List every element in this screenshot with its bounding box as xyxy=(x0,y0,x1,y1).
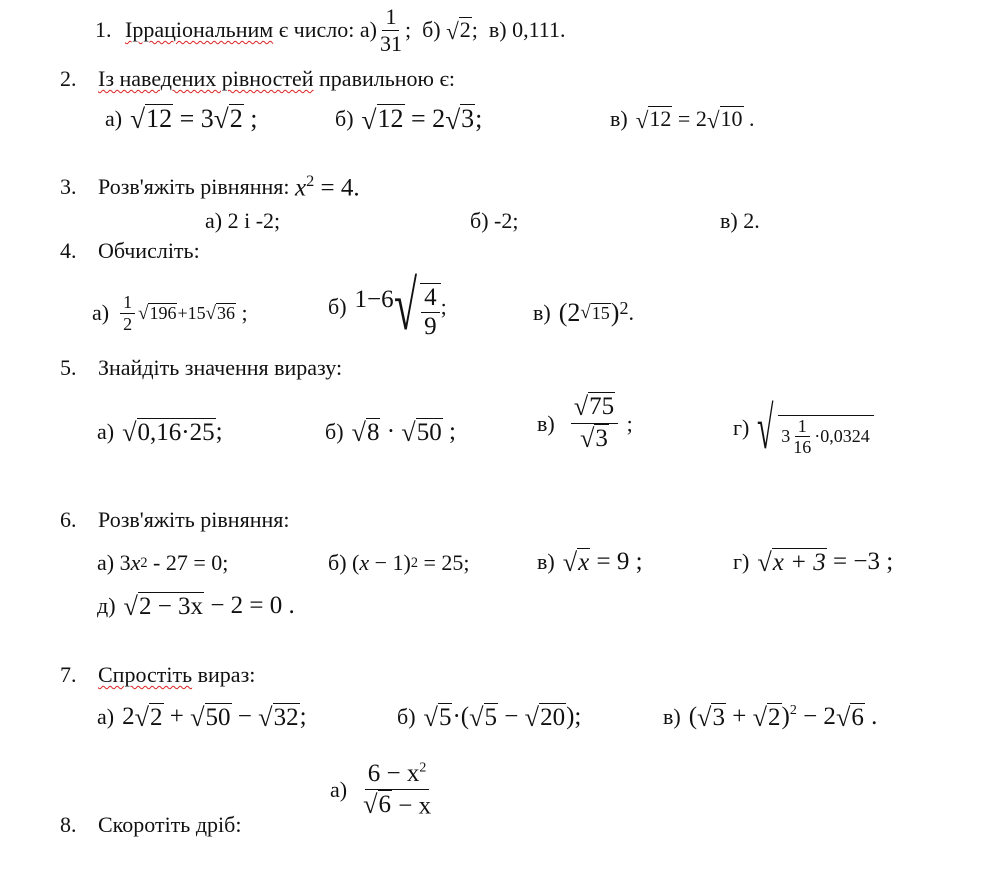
question-number: 3. xyxy=(60,174,77,200)
question-text: Спростіть xyxy=(98,662,193,687)
question-4 xyxy=(60,238,200,264)
option-5b: б) √ 8 · √ 50 ; xyxy=(325,418,456,448)
question-text: правильною є: xyxy=(319,66,456,91)
option-6b: б) ( x − 1) 2 = 25; xyxy=(328,550,470,575)
question-number: 8. xyxy=(60,812,77,837)
question-text: Ірраціональним xyxy=(125,17,274,42)
question-text: є число: а) xyxy=(278,17,377,42)
fraction: $6 - x^2$ √ 6 − x xyxy=(363,760,432,819)
question-number: 1. xyxy=(95,17,112,42)
question-6 xyxy=(60,507,289,533)
option-3a: а) 2 і -2; xyxy=(205,208,281,233)
option-2b: б) √ 12 = 2 √ 3 ; xyxy=(335,104,483,135)
question-text: Розв'яжіть рівняння: xyxy=(98,507,290,532)
option-2a: а) √ 12 = 3 √ 2 ; xyxy=(105,103,258,135)
question-1 xyxy=(95,4,566,56)
question-3 xyxy=(60,172,360,202)
question-text: Із наведених рівностей xyxy=(98,66,314,91)
separator: ; xyxy=(471,17,478,42)
question-text: Обчисліть: xyxy=(98,238,200,263)
option-5c: в) √ 75 √ 3 ; xyxy=(537,392,633,454)
fraction: $\frac{1}{31}$ xyxy=(379,4,402,56)
question-number: 2. xyxy=(60,66,77,91)
question-text: Знайдіть значення виразу: xyxy=(98,355,343,380)
option-7b: б) √ 5 ·( √ 5 − √ 20 ); xyxy=(397,703,582,733)
option-c: в) 0,111. xyxy=(488,17,566,42)
option-8a: а) $6 - x^2$ √ 6 − x xyxy=(330,760,432,819)
option-4a: а) $\frac{1}{2}$ √ 196 +15 √ 36 ; xyxy=(92,292,248,334)
option-6d: г) √ x + 3 = −3 ; xyxy=(733,548,894,578)
option-2c: в) √ 12 = 2 √ 10 . xyxy=(610,106,755,133)
question-number: 6. xyxy=(60,507,77,532)
question-number: 5. xyxy=(60,355,77,380)
question-8 xyxy=(60,812,241,838)
option-4c: в) (2 √ 15 ) 2 . xyxy=(533,298,634,327)
option-7a: а) 2 √ 2 + √ 50 − √ 32 ; xyxy=(97,703,307,733)
option-6c: в) √ x = 9 ; xyxy=(537,548,643,578)
question-5 xyxy=(60,355,342,381)
question-7 xyxy=(60,662,255,688)
question-number: 4. xyxy=(60,238,77,263)
equation: $x^2 = 4$. xyxy=(294,172,360,202)
option-5a: а) √ 0,16·25 ; xyxy=(97,418,223,448)
question-text: Скоротіть дріб: xyxy=(98,812,242,837)
option-3c: в) 2. xyxy=(720,208,760,233)
question-text: Розв'яжіть рівняння: xyxy=(98,174,290,200)
option-7c: в) ( √ 3 + √ 2 ) 2 − 2 √ 6 . xyxy=(663,703,878,733)
option-4b: б) 1−6 √ $\frac{4}{9}$ ; xyxy=(328,268,447,345)
option-6a: а) 3 x 2 - 27 = 0; xyxy=(97,550,229,575)
option-label: б) xyxy=(422,17,441,42)
separator: ; xyxy=(404,17,412,42)
question-text: вираз: xyxy=(197,662,256,687)
question-number: 7. xyxy=(60,662,77,687)
question-2 xyxy=(60,66,455,92)
sqrt: √ 2 xyxy=(446,17,471,44)
option-5d: г) √ 3 $\frac{1}{16}$ ·0,0324 xyxy=(733,398,874,458)
option-6e: д) √ 2 − 3x − 2 = 0 . xyxy=(97,592,295,622)
option-3b: б) -2; xyxy=(470,208,519,233)
